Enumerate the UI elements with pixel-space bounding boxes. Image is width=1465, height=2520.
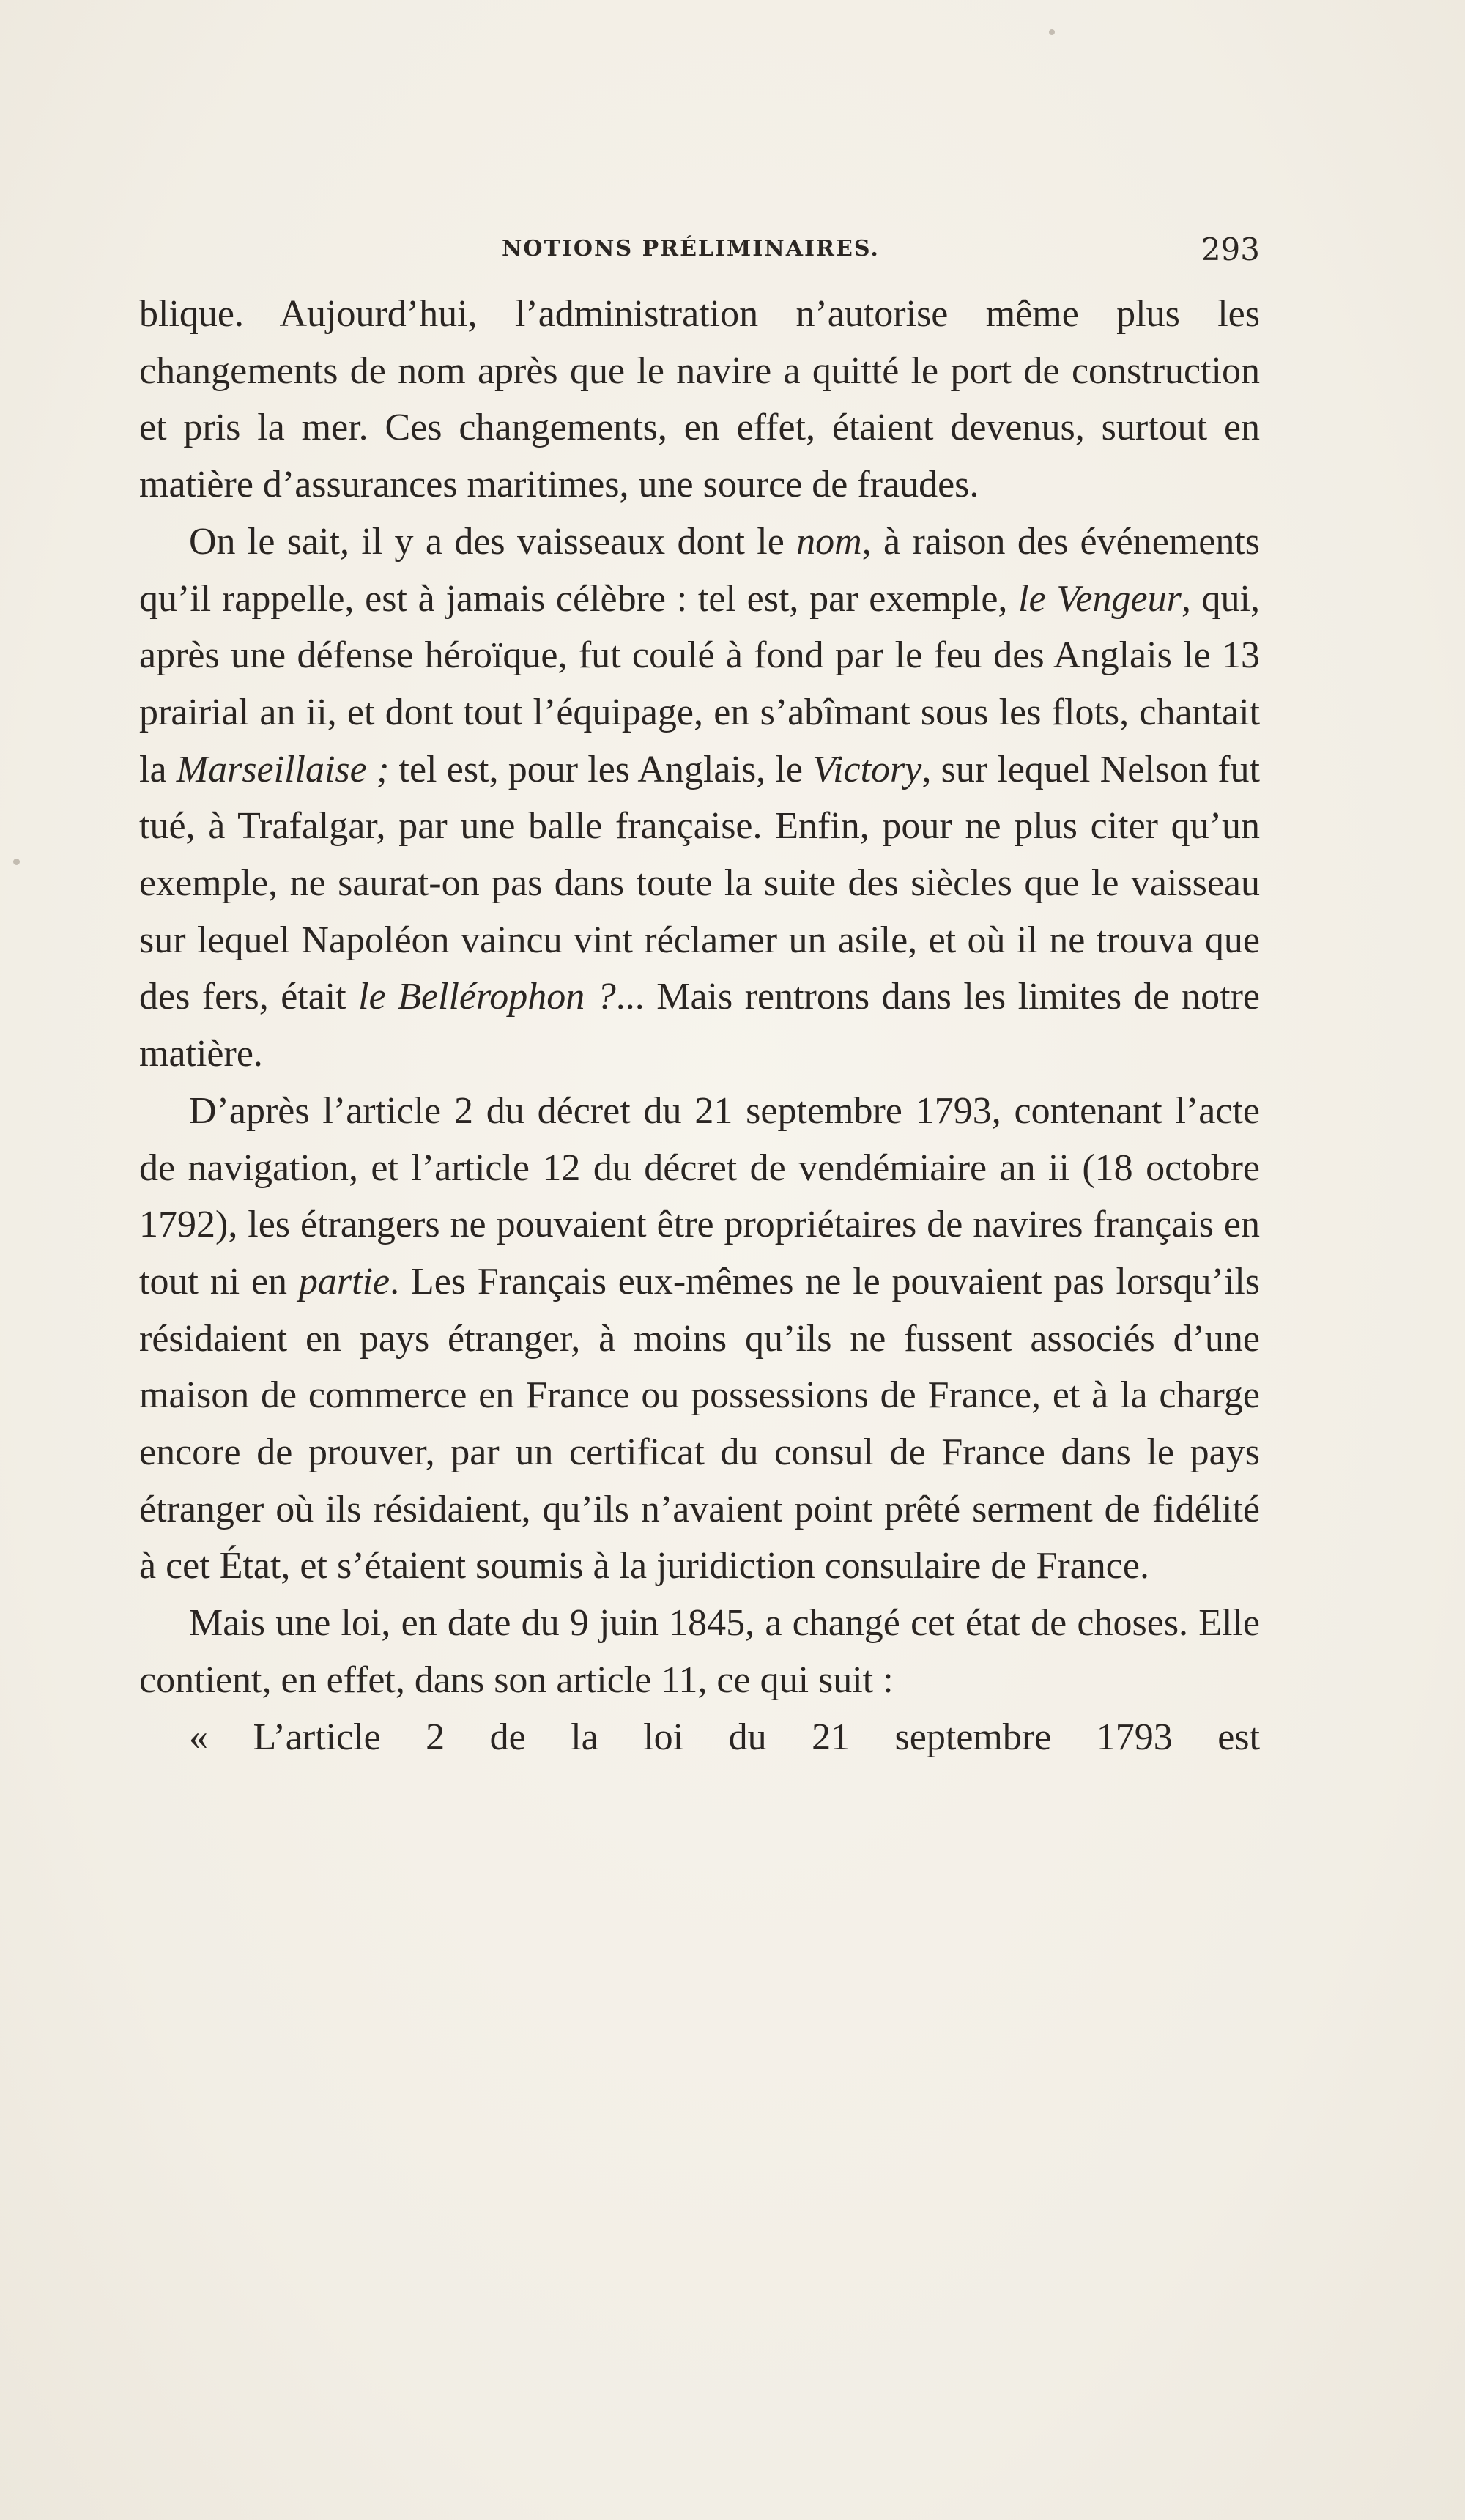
text-run: ... Mais rentrons dans les limites de notre matière. — [139, 976, 1260, 1075]
italic-run: nom — [796, 520, 862, 563]
italic-run: le Bellérophon ? — [358, 976, 616, 1018]
paragraph-famous-ships — [139, 514, 1260, 1083]
italic-run: partie — [298, 1260, 390, 1302]
paragraph-text: Mais une loi, en date du 9 juin 1845, a changé cet état de choses. Elle contient, en effet, dans son article 11, ce qui suit : — [139, 1602, 1260, 1701]
text-run: On le sait, il y a des vaisseaux dont le — [189, 520, 797, 563]
text-run: D’après l’article 2 du décret du 21 septembre 1793, contenant l’acte de navigation, et l’article 12 du décret de vendémiaire an ii (18 octobre 1792), les étrangers ne pouvaient être propriétaires de navires français en tout ni en — [139, 1089, 1260, 1302]
text-run: . Les Français eux-mêmes ne le pouvaient pas lorsqu’ils résidaient en pays étranger, à moins qu’ils ne fussent associés d’une maison de commerce en France ou possessions de France, et à la charge encore de prouver, par un certificat du consul de France dans le pays étranger où ils résidaient, qu’ils n’avaient point prêté serment de fidélité à cet État, et s’étaient soumis à la juridiction consulaire de France. — [139, 1260, 1261, 1587]
body-text — [139, 286, 1260, 1765]
paper-spot — [13, 859, 20, 865]
paper-spot — [1049, 29, 1055, 35]
paragraph-continuation — [139, 286, 1260, 514]
paragraph-text: « L’article 2 de la loi du 21 septembre 1793 est — [189, 1716, 1260, 1758]
running-title: NOTIONS PRÉLIMINAIRES. — [502, 236, 880, 262]
page-number: 293 — [1201, 231, 1260, 267]
text-run: , qui, après une défense héroïque, fut coulé à fond par le feu des Anglais le 13 prairial an ii, et dont tout l’équipage, en s’abîmant sous les flots, chantait la — [139, 577, 1260, 790]
paragraph-text: blique. Aujourd’hui, l’administration n’autorise même plus les changements de nom après que le navire a quitté le port de construction et pris la mer. Ces changements, en effet, étaient devenus, surtout en matière d’assurances maritimes, une source de fraudes. — [139, 293, 1260, 506]
paragraph-law-1845 — [139, 1595, 1260, 1708]
text-run: tel est, pour les Anglais, le — [389, 748, 813, 790]
italic-run: Victory — [812, 748, 922, 790]
running-head — [139, 231, 1260, 268]
text-run: , sur lequel Nelson fut tué, à Trafalgar, par une balle française. Enfin, pour ne plus citer qu’un exemple, ne saurat-on pas dans toute la suite des siècles que le vaisseau sur lequel Napoléon vaincu vint réclamer un asile, et où il ne trouva que des fers, était — [139, 748, 1260, 1018]
paragraph-quotation — [139, 1709, 1260, 1766]
text-run: , à raison des événements qu’il rappelle, est à jamais célèbre : tel est, par exemple, — [139, 520, 1260, 620]
italic-run: le Vengeur — [1018, 577, 1182, 620]
paragraph-decree — [139, 1083, 1260, 1595]
italic-run: Marseillaise ; — [176, 748, 390, 790]
